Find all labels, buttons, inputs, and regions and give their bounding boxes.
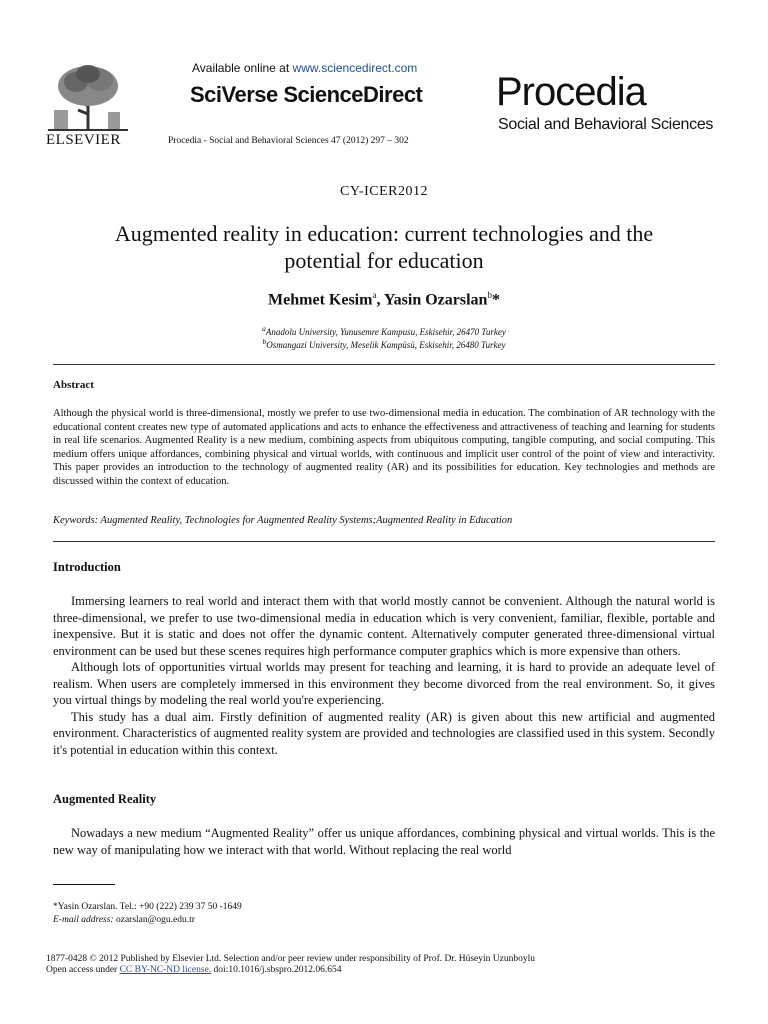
affiliation-b-text: Osmangazi University, Meselik Kampüsü, Eskisehir, 26480 Turkey — [266, 340, 506, 350]
open-access-prefix: Open access under — [46, 965, 120, 975]
intro-paragraph-1: Immersing learners to real world and interact them with that world mostly cannot be convenient. Although the natural world is three-dimensional, we prefer to use two-dimensional media in education which is very convenient, familiar, flexible, portable and inexpensive. But it is static and does not offer the dynamic content. Alternatively computer generated three-dimensional virtual environment can be used but these scenes requires high performance computer graphics which is more expensive than others. — [53, 594, 715, 658]
open-access-line — [46, 965, 342, 975]
intro-paragraph-3: This study has a dual aim. Firstly definition of augmented reality (AR) is given about this new artificial and augmented environment. Characteristics of augmented reality system are provided and technologies are classified used in this system. Secondly it's potential in education within this context. — [53, 709, 715, 757]
augmented-reality-body — [53, 825, 715, 858]
elsevier-tree-logo — [48, 62, 128, 132]
footnote-contact: *Yasin Ozarslan. Tel.: +90 (222) 239 37 50 -1649 — [53, 902, 242, 912]
affiliation-a-text: Anadolu University, Yunusemre Kampusu, Eskisehir, 26470 Turkey — [265, 327, 506, 337]
email-address[interactable]: ozarslan@ogu.edu.tr — [115, 915, 195, 925]
introduction-body — [53, 593, 715, 758]
abstract-heading: Abstract — [53, 379, 94, 391]
keywords: Keywords: Augmented Reality, Technologies for Augmented Reality Systems;Augmented Reality in Education — [53, 515, 513, 526]
affiliation-a — [0, 324, 768, 337]
journal-logo-subtitle: Social and Behavioral Sciences — [498, 116, 714, 133]
introduction-heading: Introduction — [53, 560, 121, 574]
divider-top — [53, 364, 715, 365]
footnote-email — [53, 915, 195, 925]
publisher-name: ELSEVIER — [46, 132, 121, 148]
affiliation-b — [0, 337, 768, 350]
author-1-affil: a — [372, 290, 377, 300]
affiliation-a-mark: a — [262, 324, 266, 333]
available-prefix: Available online at — [192, 61, 293, 75]
divider-bottom — [53, 541, 715, 542]
augmented-reality-heading: Augmented Reality — [53, 792, 157, 806]
paper-title — [60, 220, 708, 274]
ar-paragraph-1: Nowadays a new medium “Augmented Reality” offer us unique affordances, combining physical and virtual worlds. This is the new way of manipulating how we interact with that world. Without replacing the real world — [53, 826, 715, 857]
platform-name: SciVerse ScienceDirect — [190, 82, 423, 107]
author-2: , Yasin Ozarslan — [376, 291, 488, 309]
journal-citation: Procedia - Social and Behavioral Sciences 47 (2012) 297 – 302 — [168, 136, 409, 146]
title-line-1: Augmented reality in education: current technologies and the — [114, 221, 654, 246]
doi: doi:10.1016/j.sbspro.2012.06.654 — [211, 965, 342, 975]
footnote-divider — [53, 884, 115, 885]
license-link[interactable]: CC BY-NC-ND license. — [119, 965, 212, 975]
affiliation-b-mark: b — [262, 337, 267, 346]
intro-paragraph-2: Although lots of opportunities virtual worlds may present for teaching and learning, it is hard to provide an adequate level of realism. When users are completely immersed in this environment they become divorced from the real environment. So, it gives you virtual things by modeling the real world you're experiencing. — [53, 660, 715, 707]
abstract-text: Although the physical world is three-dimensional, mostly we prefer to use two-dimensional media in education. The combination of AR technology with the educational content creates new type of automated applications and acts to enhance the effectiveness and attractiveness of teaching and learning for students in real life scenarios. Augmented Reality is a new medium, combining aspects from ubiquitous computing, tangible computing, and social computing. This medium offers unique affordances, combining physical and virtual worlds, with continuous and implicit user control of the point of view and interactivity. This paper provides an introduction to the technology of augmented reality (AR) and its possibilities for education. Key technologies and methods are discussed within the context of education. — [53, 408, 715, 487]
author-list — [0, 290, 768, 309]
available-online — [192, 61, 417, 75]
sciencedirect-link[interactable]: www.sciencedirect.com — [292, 61, 418, 75]
email-label: E-mail address: — [53, 915, 114, 925]
conference-name: CY-ICER2012 — [340, 184, 428, 199]
author-1: Mehmet Kesim — [268, 291, 373, 309]
title-line-2: potential for education — [284, 248, 484, 273]
corresponding-mark: * — [491, 291, 500, 309]
journal-logo-title: Procedia — [496, 70, 646, 114]
copyright-line: 1877-0428 © 2012 Published by Elsevier Ltd. Selection and/or peer review under responsibility of Prof. Dr. Hüseyin Uzunboylu — [46, 954, 535, 964]
author-2-affil: b — [487, 290, 492, 300]
